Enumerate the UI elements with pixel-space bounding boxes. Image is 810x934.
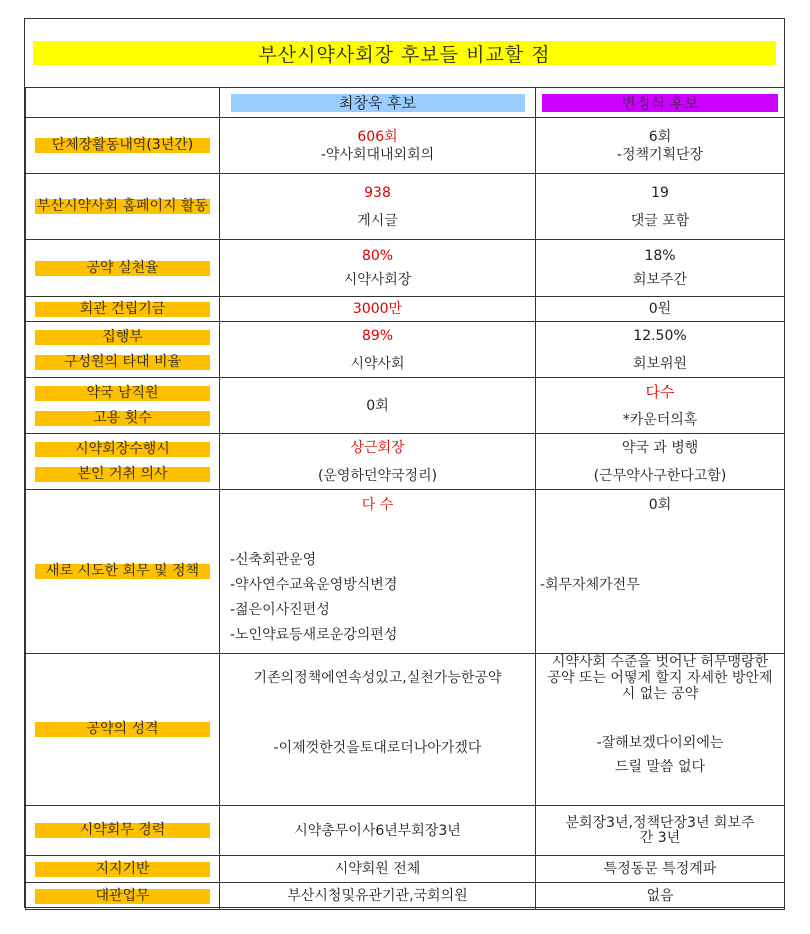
row-label: 지지기반 (26, 856, 220, 883)
table-row (26, 88, 785, 118)
table-row (26, 322, 785, 378)
candidate-b-cell: 0회 -회무자체가전무 (536, 490, 785, 654)
candidate-a-cell: 상근회장 (운영하던약국정리) (220, 434, 536, 490)
table-row (26, 378, 785, 434)
candidate-a-cell: 0회 (220, 378, 536, 434)
row-label: 공약 실천율 (26, 240, 220, 297)
comparison-sheet (24, 18, 785, 908)
row-label: 단체장활동내역(3년간) (26, 118, 220, 174)
candidate-a-cell: 3000만 (220, 297, 536, 322)
list-item: -신축회관운영 (230, 552, 317, 568)
candidate-a-cell: 부산시청및유관기관,국회의원 (220, 883, 536, 910)
table-row (26, 806, 785, 856)
candidate-a-cell: 80% 시약사회장 (220, 240, 536, 297)
candidate-a-cell: 시약회원 전체 (220, 856, 536, 883)
page-title: 부산시약사회장 후보들 비교할 점 (33, 41, 776, 65)
row-label: 회관 건립기금 (26, 297, 220, 322)
candidate-a-cell: 938 게시글 (220, 174, 536, 240)
row-label: 대관업무 (26, 883, 220, 910)
candidate-b-cell: 시약사회 수준을 벗어난 허무맹랑한 공약 또는 어떻게 할지 자세한 방안제시 없는 공약 -잘해보겠다이외에는 드릴 말씀 없다 (536, 654, 785, 806)
candidate-b-cell: 19 댓글 포함 (536, 174, 785, 240)
candidate-a-cell: 606회 -약사회대내외회의 (220, 118, 536, 174)
candidate-b-cell: 다수 *카운터의혹 (536, 378, 785, 434)
candidate-b-cell: 특정동문 특정계파 (536, 856, 785, 883)
candidate-b-cell: 0원 (536, 297, 785, 322)
row-label: 약국 남직원 고용 횟수 (26, 378, 220, 434)
header-empty-cell (26, 88, 220, 118)
table-row (26, 856, 785, 883)
row-label: 집행부 구성원의 타대 비율 (26, 322, 220, 378)
table-row (26, 240, 785, 297)
table-row (26, 118, 785, 174)
candidate-a-cell: 시약총무이사6년부회장3년 (220, 806, 536, 856)
row-label: 공약의 성격 (26, 654, 220, 806)
list-item: -젊은이사진편성 (230, 602, 330, 618)
comparison-table (25, 87, 785, 910)
candidate-a-cell: 89% 시약사회 (220, 322, 536, 378)
candidate-b-cell: 6회 -정책기획단장 (536, 118, 785, 174)
candidate-b-cell: 약국 과 병행 (근무약사구한다고함) (536, 434, 785, 490)
table-row (26, 174, 785, 240)
candidate-a-cell: 다 수 -신축회관운영 -약사연수교육운영방식변경 -젊은이사진편성 -노인약료등새로운강의편성 (220, 490, 536, 654)
table-row (26, 490, 785, 654)
row-label: 새로 시도한 회무 및 정책 (26, 490, 220, 654)
candidate-b-cell: 18% 회보주간 (536, 240, 785, 297)
table-row (26, 883, 785, 910)
table-row (26, 654, 785, 806)
list-item: -노인약료등새로운강의편성 (230, 627, 398, 643)
table-row (26, 434, 785, 490)
row-label: 시약회무 경력 (26, 806, 220, 856)
candidate-a-cell: 기존의정책에연속성있고,실천가능한공약 -이제껏한것을토대로더나아가겠다 (220, 654, 536, 806)
candidate-b-header: 변정식 후보 (536, 88, 785, 118)
table-row (26, 297, 785, 322)
list-item: -약사연수교육운영방식변경 (230, 577, 398, 593)
candidate-b-cell: 없음 (536, 883, 785, 910)
candidate-b-cell: 12.50% 회보위원 (536, 322, 785, 378)
candidate-b-cell: 분회장3년,정책단장3년 회보주간 3년 (536, 806, 785, 856)
row-label: 부산시약사회 홈페이지 활동 (26, 174, 220, 240)
row-label: 시약회장수행시 본인 거취 의사 (26, 434, 220, 490)
candidate-a-header: 최창욱 후보 (220, 88, 536, 118)
